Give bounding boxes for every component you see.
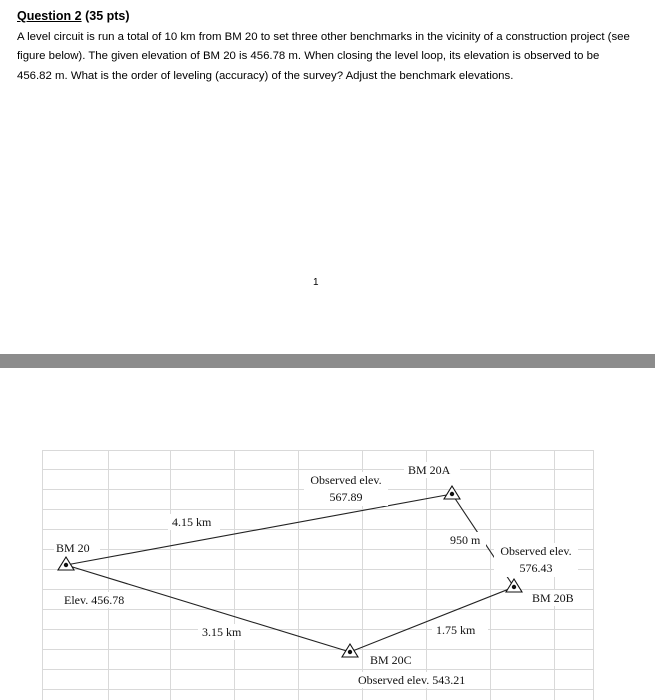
question-number: Question 2: [17, 9, 82, 23]
bm20a-name: BM 20A: [408, 463, 451, 477]
distance-bm20-bm20a: 4.15 km: [172, 515, 212, 529]
question-points: (35 pts): [85, 9, 130, 23]
bm20b-observed-value: 576.43: [519, 561, 553, 575]
distance-bm20a-bm20b: 950 m: [450, 533, 481, 547]
page-number: 1: [313, 277, 319, 288]
bm20a-observed-value: 567.89: [329, 490, 363, 504]
bm20b-name: BM 20B: [532, 591, 574, 605]
distance-bm20b-bm20c: 1.75 km: [436, 623, 476, 637]
bm20-name: BM 20: [56, 541, 90, 555]
bm20-elevation: Elev. 456.78: [64, 593, 125, 607]
distance-bm20c-bm20: 3.15 km: [202, 625, 242, 639]
bm20c-observed: Observed elev. 543.21: [358, 673, 466, 687]
bm20b-observed-label: Observed elev.: [500, 544, 572, 558]
benchmark-icon: [444, 486, 460, 499]
bm20a-observed-label: Observed elev.: [310, 473, 382, 487]
question-body: A level circuit is run a total of 10 km from BM 20 to set three other benchmarks in the vicinity of a construction project (see figure below). The given elevation of BM 20 is 456.78 m. When closing the level loop, its elevation is observed to be 456.82 m. What is the order of leveling (accuracy) of the survey? Adjust the benchmark elevations.: [17, 31, 630, 82]
question-title: [17, 9, 130, 23]
page-divider: [0, 354, 655, 368]
benchmark-icon: [506, 579, 522, 592]
level-circuit-figure: [0, 368, 655, 700]
leg-bm20b-bm20c: [350, 587, 514, 652]
bm20c-name: BM 20C: [370, 653, 412, 667]
level-circuit-diagram: [0, 368, 655, 700]
